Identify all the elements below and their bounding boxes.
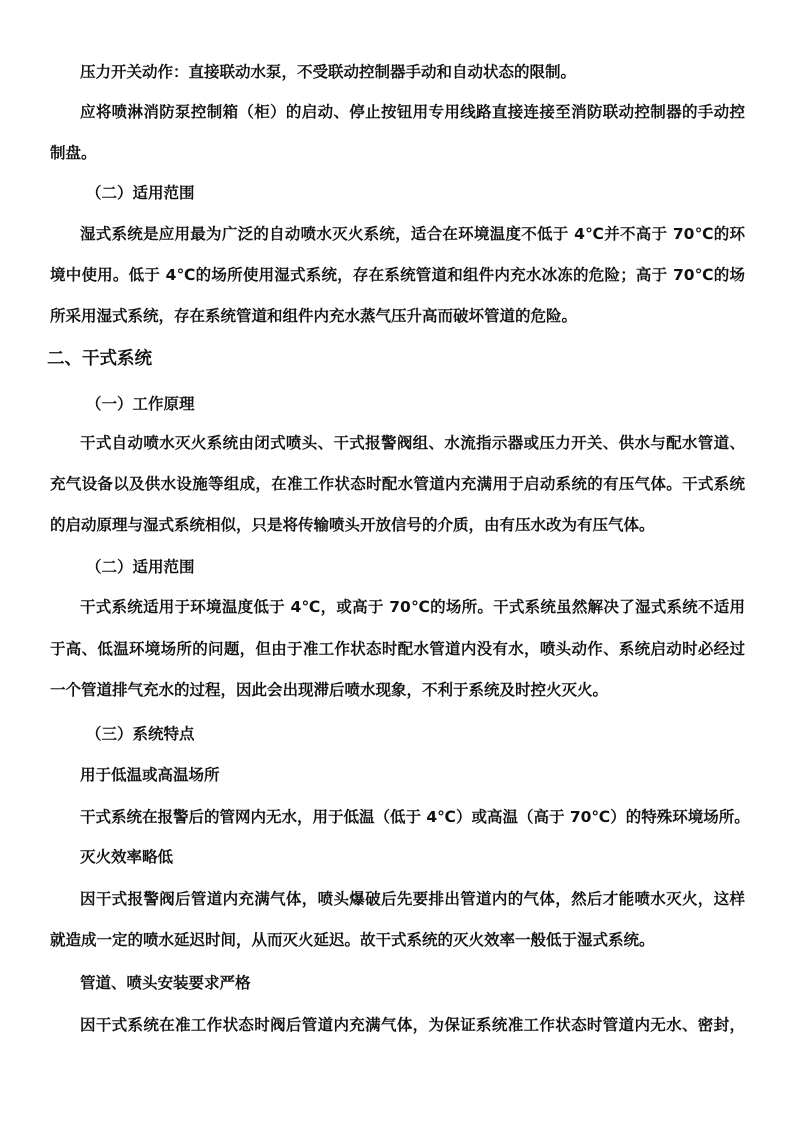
feature-title: 管道、喷头安装要求严格 [80,974,251,992]
section-heading: （三）系统特点 [86,725,195,743]
paragraph-line: 境中使用。低于 4℃的场所使用湿式系统，存在系统管道和组件内充水冰冻的危险；高于 70℃的场 [50,266,745,284]
paragraph-line: 于高、低温环境场所的问题，但由于准工作状态时配水管道内没有水，喷头动作、系统启动时必经过 [50,640,745,658]
paragraph-line: 因干式系统在准工作状态时阀后管道内充满气体，为保证系统准工作状态时管道内无水、密封， [80,1016,745,1034]
paragraph-line: 应将喷淋消防泵控制箱（柜）的启动、停止按钮用专用线路直接连接至消防联动控制器的手动控 [80,103,745,121]
section-heading: （二）适用范围 [86,184,195,202]
paragraph-line: 充气设备以及供水设施等组成，在准工作状态时配水管道内充满用于启动系统的有压气体。干式系统 [50,475,745,493]
paragraph-line: 所采用湿式系统，存在系统管道和组件内充水蒸气压升高而破坏管道的危险。 [50,307,578,325]
paragraph-line: 因干式报警阀后管道内充满气体，喷头爆破后先要排出管道内的气体，然后才能喷水灭火，这样 [80,890,745,908]
feature-title: 用于低温或高温场所 [80,766,220,784]
paragraph-line: 干式自动喷水灭火系统由闭式喷头、干式报警阀组、水流指示器或压力开关、供水与配水管道、 [80,434,745,452]
paragraph-line: 一个管道排气充水的过程，因此会出现滞后喷水现象，不利于系统及时控火灭火。 [50,681,609,699]
feature-title: 灭火效率略低 [80,848,174,866]
paragraph-line: 制盘。 [50,144,97,162]
section-heading: （一）工作原理 [86,395,195,413]
chapter-heading: 二、干式系统 [47,349,152,369]
paragraph-line: 的启动原理与湿式系统相似，只是将传输喷头开放信号的介质，由有压水改为有压气体。 [50,516,655,534]
section-heading: （二）适用范围 [86,558,195,576]
paragraph-line: 干式系统适用于环境温度低于 4℃，或高于 70℃的场所。干式系统虽然解决了湿式系统不适用 [80,598,745,616]
paragraph-line: 压力开关动作：直接联动水泵，不受联动控制器手动和自动状态的限制。 [80,63,577,81]
paragraph-line: 就造成一定的喷水延迟时间，从而灭火延迟。故干式系统的灭火效率一般低于湿式系统。 [50,931,655,949]
paragraph-line: 湿式系统是应用最为广泛的自动喷水灭火系统，适合在环境温度不低于 4℃并不高于 70℃的环 [80,225,745,243]
paragraph-line: 干式系统在报警后的管网内无水，用于低温（低于 4℃）或高温（高于 70℃）的特殊环境场所。 [80,808,750,826]
